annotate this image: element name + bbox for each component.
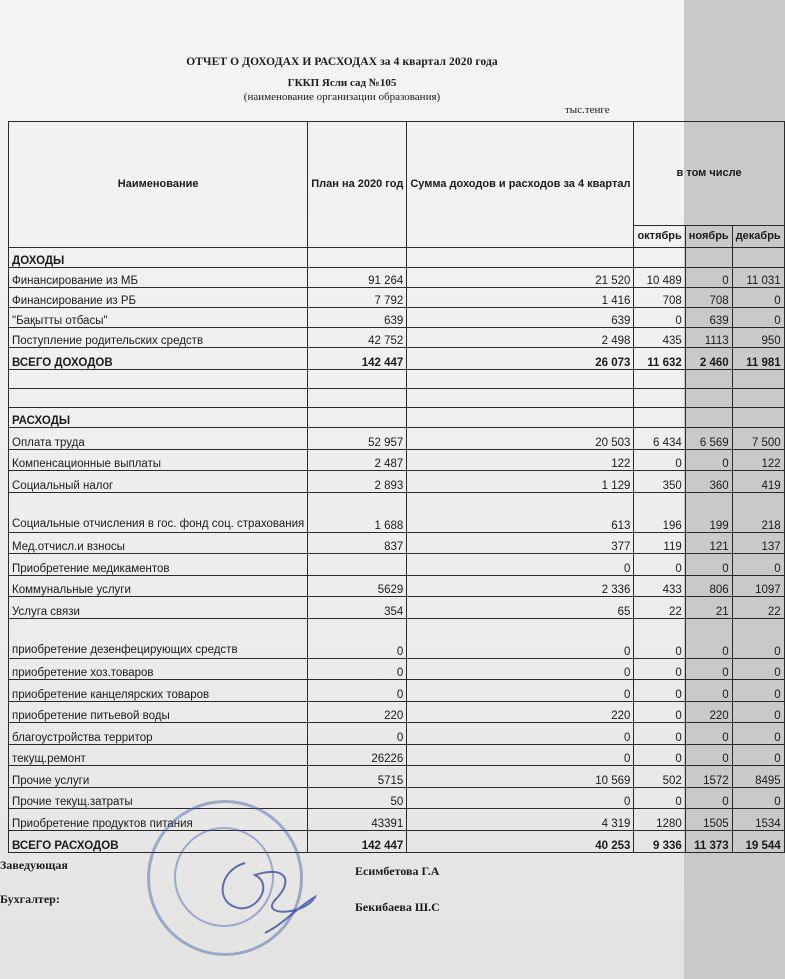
cell-dec: 1097 [732, 575, 784, 597]
cell-oct: 0 [634, 658, 685, 680]
cell-sum: 0 [407, 787, 634, 809]
cell-plan: 52 957 [308, 428, 407, 450]
cell-oct: 196 [634, 492, 685, 532]
header-including: в том числе [634, 122, 784, 226]
cell-sum: 220 [407, 701, 634, 723]
cell-sum: 0 [407, 658, 634, 680]
cell-dec: 0 [732, 787, 784, 809]
cell-nov: 708 [685, 288, 732, 308]
expense-section-heading-label: РАСХОДЫ [9, 408, 308, 428]
spacer-row [9, 370, 785, 389]
empty-cell [9, 370, 308, 389]
cell-plan: 91 264 [308, 268, 407, 288]
cell-nov: 806 [685, 575, 732, 597]
row-name: Финансирование из РБ [9, 288, 308, 308]
cell-nov: 1505 [685, 809, 732, 831]
handwritten-signature [215, 845, 325, 940]
cell-sum: 1 416 [407, 288, 634, 308]
cell-nov: 0 [685, 268, 732, 288]
cell-dec: 22 [732, 597, 784, 619]
cell-plan: 0 [308, 658, 407, 680]
cell-dec: 218 [732, 492, 784, 532]
row-name: Приобретение продуктов питания [9, 809, 308, 831]
empty-cell [407, 248, 634, 268]
cell-sum: 65 [407, 597, 634, 619]
cell-oct: 22 [634, 597, 685, 619]
row-name: Оплата труда [9, 428, 308, 450]
cell-sum: 122 [407, 449, 634, 471]
cell-oct: 0 [634, 787, 685, 809]
cell-nov: 121 [685, 532, 732, 554]
cell-oct: 0 [634, 723, 685, 745]
cell-plan: 220 [308, 701, 407, 723]
expense-row [9, 787, 785, 809]
row-name: текущ.ремонт [9, 744, 308, 766]
row-name: приобретение хоз.товаров [9, 658, 308, 680]
expense-row [9, 471, 785, 493]
header-sum: Сумма доходов и расходов за 4 квартал [407, 122, 634, 248]
cell-dec: 11 981 [732, 348, 784, 370]
currency-unit: тыс.тенге [565, 104, 610, 116]
accountant-name: Бекибаева Ш.С [355, 900, 440, 914]
cell-dec: 0 [732, 723, 784, 745]
expense-row [9, 575, 785, 597]
income-row [9, 308, 785, 328]
cell-plan: 42 752 [308, 328, 407, 348]
expense-total-row [9, 830, 785, 852]
cell-sum: 0 [407, 554, 634, 576]
cell-nov: 0 [685, 680, 732, 702]
cell-oct: 9 336 [634, 830, 685, 852]
cell-sum: 0 [407, 618, 634, 658]
cell-dec: 137 [732, 532, 784, 554]
cell-plan: 142 447 [308, 830, 407, 852]
cell-dec: 8495 [732, 766, 784, 788]
row-name: приобретение канцелярских товаров [9, 680, 308, 702]
expense-section-heading [9, 408, 785, 428]
empty-cell [308, 370, 407, 389]
expense-row [9, 723, 785, 745]
cell-sum: 613 [407, 492, 634, 532]
header-october: октябрь [634, 226, 685, 248]
cell-dec: 1534 [732, 809, 784, 831]
expense-row [9, 744, 785, 766]
cell-dec: 0 [732, 701, 784, 723]
expense-row [9, 492, 785, 532]
expense-row [9, 597, 785, 619]
cell-nov: 0 [685, 618, 732, 658]
cell-oct: 1280 [634, 809, 685, 831]
income-row [9, 268, 785, 288]
head-label: Заведующая [0, 858, 68, 872]
cell-dec: 0 [732, 680, 784, 702]
empty-cell [634, 248, 685, 268]
cell-oct: 350 [634, 471, 685, 493]
empty-cell [308, 408, 407, 428]
cell-dec: 0 [732, 554, 784, 576]
cell-nov: 199 [685, 492, 732, 532]
cell-oct: 708 [634, 288, 685, 308]
expense-row [9, 766, 785, 788]
cell-sum: 20 503 [407, 428, 634, 450]
cell-dec: 0 [732, 618, 784, 658]
row-name: Поступление родительских средств [9, 328, 308, 348]
cell-plan: 50 [308, 787, 407, 809]
expense-row [9, 554, 785, 576]
cell-oct: 119 [634, 532, 685, 554]
cell-plan: 5629 [308, 575, 407, 597]
row-name: Социальный налог [9, 471, 308, 493]
empty-cell [407, 370, 634, 389]
expense-row [9, 618, 785, 658]
cell-sum: 377 [407, 532, 634, 554]
cell-dec: 0 [732, 658, 784, 680]
accountant-label: Бухгалтер: [0, 892, 60, 906]
cell-oct: 10 489 [634, 268, 685, 288]
cell-dec: 0 [732, 744, 784, 766]
cell-oct: 435 [634, 328, 685, 348]
cell-plan: 639 [308, 308, 407, 328]
head-name: Есимбетова Г.А [355, 864, 440, 878]
spacer-row [9, 389, 785, 408]
cell-nov: 1572 [685, 766, 732, 788]
cell-nov: 21 [685, 597, 732, 619]
row-name: Прочие текущ.затраты [9, 787, 308, 809]
row-name: Компенсационные выплаты [9, 449, 308, 471]
header-name: Наименование [9, 122, 308, 248]
header-november: ноябрь [685, 226, 732, 248]
cell-plan: 0 [308, 618, 407, 658]
cell-dec: 950 [732, 328, 784, 348]
row-name: Мед.отчисл.и взносы [9, 532, 308, 554]
cell-nov: 0 [685, 723, 732, 745]
cell-nov: 360 [685, 471, 732, 493]
cell-sum: 40 253 [407, 830, 634, 852]
cell-nov: 639 [685, 308, 732, 328]
empty-cell [732, 248, 784, 268]
row-name: Услуга связи [9, 597, 308, 619]
cell-plan: 142 447 [308, 348, 407, 370]
income-row [9, 288, 785, 308]
income-row [9, 328, 785, 348]
cell-plan: 26226 [308, 744, 407, 766]
empty-cell [685, 248, 732, 268]
row-name: Коммунальные услуги [9, 575, 308, 597]
row-name: Социальные отчисления в гос. фонд соц. страхования [9, 492, 308, 532]
cell-nov: 6 569 [685, 428, 732, 450]
cell-plan: 0 [308, 723, 407, 745]
cell-nov: 2 460 [685, 348, 732, 370]
empty-cell [685, 408, 732, 428]
empty-cell [308, 248, 407, 268]
cell-sum: 2 498 [407, 328, 634, 348]
cell-oct: 0 [634, 701, 685, 723]
income-total-row [9, 348, 785, 370]
header-december: декабрь [732, 226, 784, 248]
empty-cell [732, 389, 784, 408]
empty-cell [9, 389, 308, 408]
cell-oct: 0 [634, 308, 685, 328]
empty-cell [634, 370, 685, 389]
cell-sum: 2 336 [407, 575, 634, 597]
expense-row [9, 658, 785, 680]
cell-oct: 0 [634, 554, 685, 576]
cell-sum: 10 569 [407, 766, 634, 788]
empty-cell [634, 389, 685, 408]
cell-plan: 837 [308, 532, 407, 554]
organization-note: (наименование организации образования) [243, 91, 441, 103]
report-table [8, 121, 785, 853]
cell-oct: 0 [634, 744, 685, 766]
empty-cell [732, 408, 784, 428]
cell-dec: 7 500 [732, 428, 784, 450]
expense-row [9, 680, 785, 702]
cell-plan: 2 487 [308, 449, 407, 471]
empty-cell [732, 370, 784, 389]
row-name: Финансирование из МБ [9, 268, 308, 288]
cell-oct: 0 [634, 618, 685, 658]
empty-cell [407, 389, 634, 408]
cell-sum: 0 [407, 744, 634, 766]
empty-cell [685, 370, 732, 389]
cell-sum: 639 [407, 308, 634, 328]
cell-nov: 0 [685, 658, 732, 680]
row-name: "Бақытты отбасы" [9, 308, 308, 328]
cell-oct: 0 [634, 449, 685, 471]
cell-plan: 0 [308, 680, 407, 702]
cell-sum: 0 [407, 680, 634, 702]
empty-cell [634, 408, 685, 428]
row-name: Приобретение медикаментов [9, 554, 308, 576]
cell-plan: 2 893 [308, 471, 407, 493]
cell-dec: 0 [732, 308, 784, 328]
cell-sum: 1 129 [407, 471, 634, 493]
cell-oct: 6 434 [634, 428, 685, 450]
cell-dec: 0 [732, 288, 784, 308]
expense-row [9, 701, 785, 723]
income-section-heading [9, 248, 785, 268]
cell-plan: 7 792 [308, 288, 407, 308]
row-name: Прочие услуги [9, 766, 308, 788]
row-name: благоустройства территор [9, 723, 308, 745]
cell-sum: 0 [407, 723, 634, 745]
cell-nov: 0 [685, 554, 732, 576]
cell-sum: 4 319 [407, 809, 634, 831]
cell-nov: 220 [685, 701, 732, 723]
cell-plan: 354 [308, 597, 407, 619]
cell-plan [308, 554, 407, 576]
cell-nov: 0 [685, 744, 732, 766]
header-plan: План на 2020 год [308, 122, 407, 248]
cell-sum: 26 073 [407, 348, 634, 370]
expense-row [9, 809, 785, 831]
cell-plan: 5715 [308, 766, 407, 788]
cell-nov: 1113 [685, 328, 732, 348]
cell-plan: 43391 [308, 809, 407, 831]
cell-oct: 11 632 [634, 348, 685, 370]
cell-nov: 0 [685, 787, 732, 809]
cell-dec: 11 031 [732, 268, 784, 288]
row-name: приобретение дезенфецирующих средств [9, 618, 308, 658]
cell-dec: 419 [732, 471, 784, 493]
expense-row [9, 449, 785, 471]
cell-oct: 0 [634, 680, 685, 702]
cell-plan: 1 688 [308, 492, 407, 532]
income-section-heading-label: ДОХОДЫ [9, 248, 308, 268]
row-name: приобретение питьевой воды [9, 701, 308, 723]
organization-name: ГККП Ясли сад №105 [287, 77, 397, 89]
expense-row [9, 428, 785, 450]
cell-oct: 433 [634, 575, 685, 597]
empty-cell [407, 408, 634, 428]
cell-dec: 122 [732, 449, 784, 471]
row-name: ВСЕГО ДОХОДОВ [9, 348, 308, 370]
empty-cell [685, 389, 732, 408]
cell-nov: 11 373 [685, 830, 732, 852]
report-title: ОТЧЕТ О ДОХОДАХ И РАСХОДАХ за 4 квартал 2020 года [186, 56, 498, 68]
expense-row [9, 532, 785, 554]
cell-nov: 0 [685, 449, 732, 471]
row-name: ВСЕГО РАСХОДОВ [9, 830, 308, 852]
cell-dec: 19 544 [732, 830, 784, 852]
empty-cell [308, 389, 407, 408]
cell-sum: 21 520 [407, 268, 634, 288]
cell-oct: 502 [634, 766, 685, 788]
